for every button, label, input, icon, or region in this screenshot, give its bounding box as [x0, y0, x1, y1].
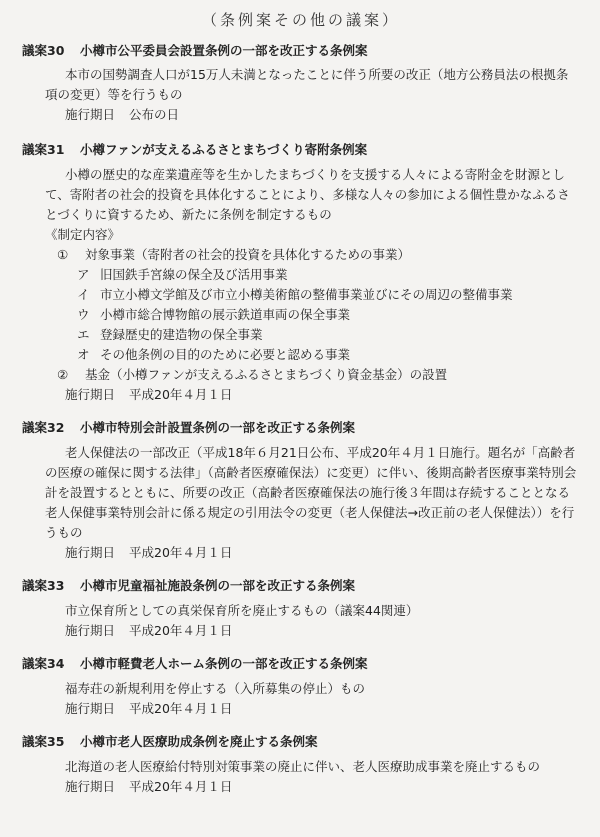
bill-number: 議案33: [22, 578, 65, 593]
effective-date-label: 施行期日: [65, 623, 116, 638]
sub-item-mark: イ: [77, 287, 90, 302]
sub-item: [22, 325, 580, 345]
effective-date-value: 公布の日: [129, 107, 180, 122]
sub-item-mark: ア: [77, 267, 90, 282]
bill-description: 北海道の老人医療給付特別対策事業の廃止に伴い、老人医療助成事業を廃止するもの: [65, 759, 541, 774]
bill-description: 福寿荘の新規利用を停止する（入所募集の停止）もの: [65, 681, 366, 696]
bill-33: [22, 577, 580, 641]
sub-item-text: 市立小樽文学館及び市立小樽美術館の整備事業並びにその周辺の整備事業: [100, 287, 513, 302]
bill-number: 議案31: [22, 142, 65, 157]
bill-title: 小樽市児童福祉施設条例の一部を改正する条例案: [80, 578, 356, 593]
sub-item: [22, 345, 580, 365]
bill-number: 議案34: [22, 656, 65, 671]
bill-title: 小樽市公平委員会設置条例の一部を改正する条例案: [80, 43, 368, 58]
effective-date-label: 施行期日: [65, 779, 116, 794]
bill-description: 小樽の歴史的な産業遺産等を生かしたまちづくりを支援する人々による寄附金を財源として、寄附者の社会的投資を具体化することにより、多様な人々の参加による個性豊かなふるさとづくりに資するため、新たに条例を制定するもの: [45, 167, 570, 222]
bill-heading: [22, 419, 580, 437]
bill-35: [22, 733, 580, 797]
effective-date: [22, 385, 580, 405]
effective-date: [22, 777, 580, 797]
bill-heading: [22, 733, 580, 751]
item-mark: ①: [57, 247, 69, 262]
bill-34: [22, 655, 580, 719]
bill-title: 小樽市老人医療助成条例を廃止する条例案: [80, 734, 318, 749]
sub-item-mark: エ: [77, 327, 90, 342]
page-title: （条例案その他の議案）: [201, 11, 400, 29]
bill-31: [22, 141, 580, 405]
sub-item-mark: ウ: [77, 307, 90, 322]
effective-date: [22, 105, 580, 125]
bill-number: 議案35: [22, 734, 65, 749]
bill-heading: [22, 42, 580, 60]
bill-32: [22, 419, 580, 563]
content-heading: 《制定内容》: [45, 227, 121, 242]
effective-date-value: 平成20年４月１日: [129, 779, 233, 794]
sub-item-text: 登録歴史的建造物の保全事業: [100, 327, 263, 342]
sub-item-text: 旧国鉄手宮線の保全及び活用事業: [100, 267, 288, 282]
bill-description: 市立保育所としての真栄保育所を廃止するもの（議案44関連）: [65, 603, 419, 618]
effective-date-value: 平成20年４月１日: [129, 387, 233, 402]
effective-date-label: 施行期日: [65, 387, 116, 402]
bill-description: 老人保健法の一部改正（平成18年６月21日公布、平成20年４月１日施行。題名が「高齢者の医療の確保に関する法律」（高齢者医療確保法）に変更）に伴い、後期高齢者医療事業特別会計を設置するとともに、所要の改正（高齢者医療確保法の施行後３年間は存続することとなる老人保健事業特別会計に係る規定の引用法令の変更（老人保健法→改正前の老人保健法））を行うもの: [45, 445, 577, 540]
item-text: 対象事業（寄附者の社会的投資を具体化するための事業）: [85, 247, 411, 262]
bill-title: 小樽市特別会計設置条例の一部を改正する条例案: [80, 420, 356, 435]
sub-item: [22, 285, 580, 305]
item-text: 基金（小樽ファンが支えるふるさとまちづくり資金基金）の設置: [85, 367, 448, 382]
effective-date-label: 施行期日: [65, 701, 116, 716]
content-item-1: [22, 245, 580, 265]
sub-item: [22, 265, 580, 285]
effective-date-label: 施行期日: [65, 545, 116, 560]
bill-description: 本市の国勢調査人口が15万人未満となったことに伴う所要の改正（地方公務員法の根拠条項の変更）等を行うもの: [45, 67, 569, 102]
effective-date-value: 平成20年４月１日: [129, 623, 233, 638]
effective-date: [22, 699, 580, 719]
bill-heading: [22, 577, 580, 595]
sub-item-mark: オ: [77, 347, 90, 362]
sub-item: [22, 305, 580, 325]
effective-date-label: 施行期日: [65, 107, 116, 122]
sub-item-text: 小樽市総合博物館の展示鉄道車両の保全事業: [100, 307, 351, 322]
bill-number: 議案32: [22, 420, 65, 435]
bill-heading: [22, 141, 580, 159]
effective-date: [22, 543, 580, 563]
effective-date-value: 平成20年４月１日: [129, 545, 233, 560]
content-item-2: [22, 365, 580, 385]
effective-date-value: 平成20年４月１日: [129, 701, 233, 716]
sub-item-text: その他条例の目的のために必要と認める事業: [100, 347, 351, 362]
bill-title: 小樽市軽費老人ホーム条例の一部を改正する条例案: [80, 656, 368, 671]
item-mark: ②: [57, 367, 69, 382]
effective-date: [22, 621, 580, 641]
bill-title: 小樽ファンが支えるふるさとまちづくり寄附条例案: [80, 142, 368, 157]
bill-heading: [22, 655, 580, 673]
bill-30: [22, 42, 580, 125]
bill-number: 議案30: [22, 43, 65, 58]
